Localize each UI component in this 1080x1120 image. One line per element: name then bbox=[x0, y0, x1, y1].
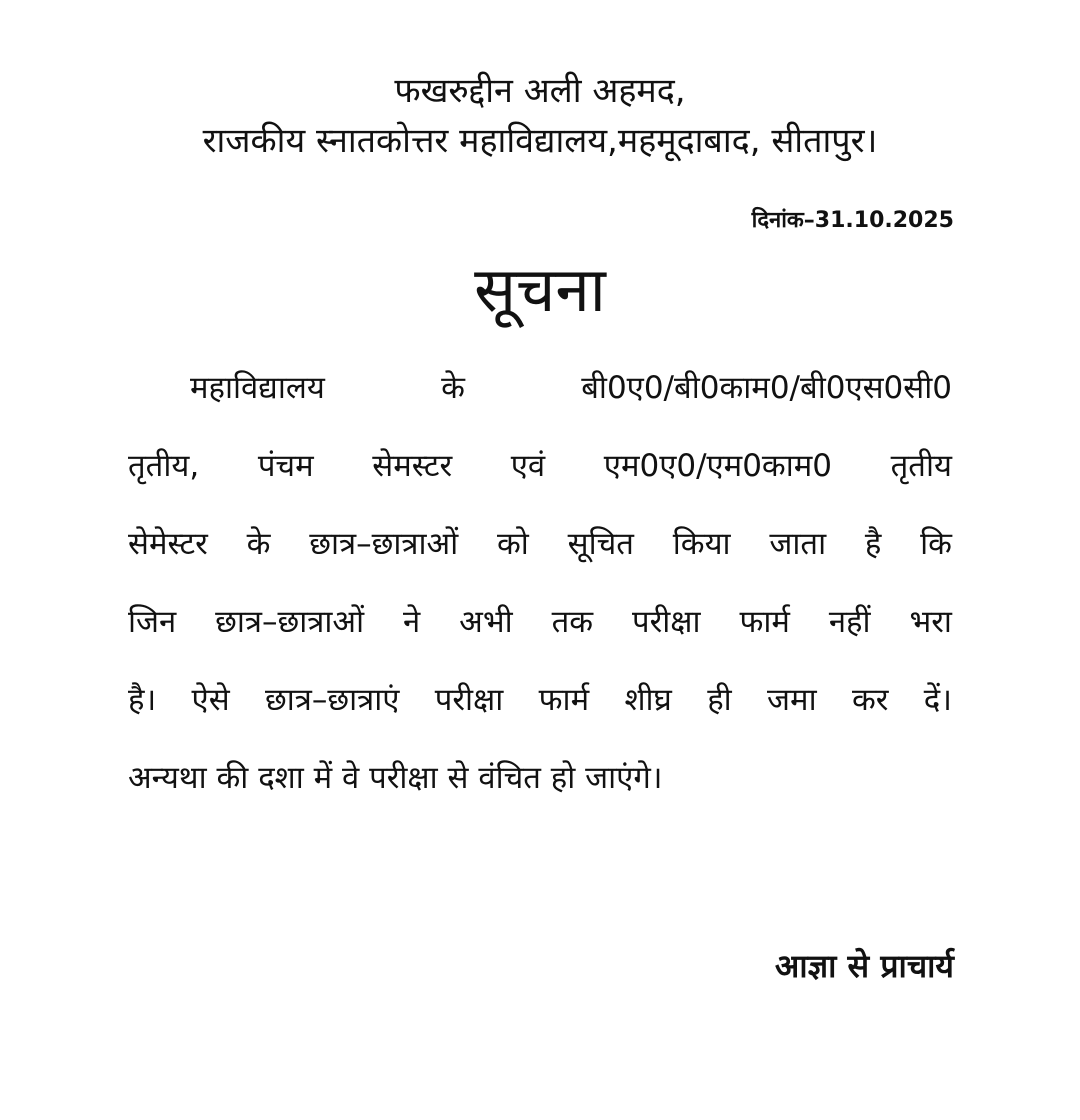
signature: आज्ञा से प्राचार्य bbox=[774, 947, 954, 985]
body-word: तक bbox=[551, 604, 594, 640]
body-word: ने bbox=[403, 604, 421, 640]
body-word: नहीं bbox=[828, 604, 871, 640]
body-word: ही bbox=[707, 682, 732, 718]
body-word: जाता bbox=[769, 526, 827, 562]
body-word: फार्म bbox=[739, 604, 790, 640]
body-word: अभी bbox=[459, 604, 513, 640]
body-line-3 bbox=[128, 522, 952, 564]
body-line-6: अन्यथा की दशा में वे परीक्षा से वंचित हो जाएंगे। bbox=[128, 760, 663, 796]
body-word: है। bbox=[128, 682, 157, 718]
body-line-4 bbox=[128, 600, 952, 642]
body-line-1 bbox=[128, 366, 952, 408]
body-word: के bbox=[441, 370, 465, 406]
notice-date: दिनांक–31.10.2025 bbox=[751, 208, 954, 233]
body-word: ऐसे bbox=[191, 682, 230, 718]
body-word: सेमेस्टर bbox=[128, 526, 208, 562]
body-word: महाविद्यालय bbox=[190, 370, 325, 406]
body-word: किया bbox=[672, 526, 731, 562]
body-word: सेमस्टर bbox=[372, 448, 453, 484]
body-word: छात्र–छात्राएं bbox=[264, 682, 400, 718]
body-line-5 bbox=[128, 678, 952, 720]
body-word: एवं bbox=[510, 448, 546, 484]
body-word: कि bbox=[920, 526, 952, 562]
body-word: फार्म bbox=[538, 682, 590, 718]
body-word: एम0ए0/एम0काम0 bbox=[603, 448, 833, 484]
body-word: दें। bbox=[923, 682, 952, 718]
body-word: कर bbox=[851, 682, 889, 718]
body-word: छात्र–छात्राओं bbox=[215, 604, 365, 640]
body-word: बी0ए0/बी0काम0/बी0एस0सी0 bbox=[581, 370, 952, 406]
body-word: शीघ्र bbox=[624, 682, 672, 718]
body-word: जिन bbox=[128, 604, 177, 640]
body-word: भरा bbox=[909, 604, 952, 640]
body-word: जमा bbox=[767, 682, 817, 718]
body-word: तृतीय bbox=[890, 448, 952, 484]
body-word: सूचित bbox=[567, 526, 634, 562]
body-word: परीक्षा bbox=[631, 604, 701, 640]
body-word: परीक्षा bbox=[434, 682, 504, 718]
body-word: तृतीय, bbox=[128, 448, 200, 484]
body-word: पंचम bbox=[257, 448, 314, 484]
college-name-line1: फखरुद्दीन अली अहमद, bbox=[394, 71, 686, 111]
notice-title: सूचना bbox=[474, 253, 606, 326]
college-name-line2: राजकीय स्नातकोत्तर महाविद्यालय,महमूदाबाद, सीतापुर। bbox=[202, 121, 878, 161]
body-word: को bbox=[496, 526, 529, 562]
body-word: छात्र–छात्राओं bbox=[309, 526, 459, 562]
body-word: के bbox=[246, 526, 271, 562]
body-word: है bbox=[864, 526, 882, 562]
body-line-2 bbox=[128, 444, 952, 486]
